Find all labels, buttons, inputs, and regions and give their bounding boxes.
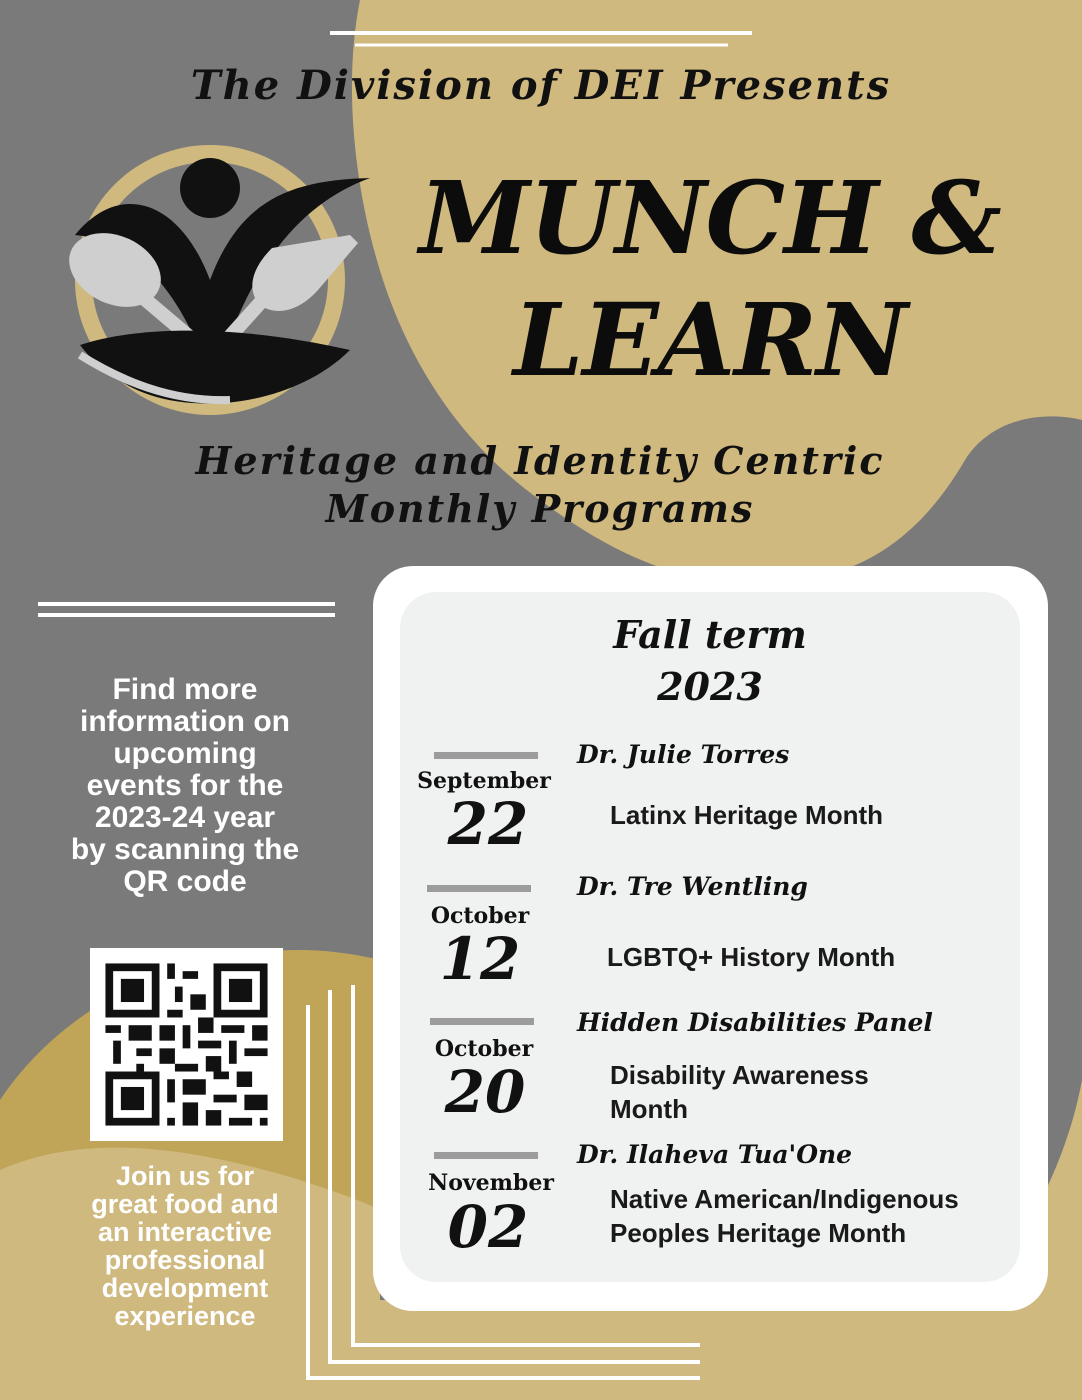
- event-day: 20: [444, 1058, 526, 1126]
- event-month: October: [430, 903, 530, 929]
- event-theme: [610, 1182, 1020, 1250]
- invite-line: Join us for: [115, 1161, 254, 1191]
- event-day: 02: [447, 1193, 529, 1261]
- event-speaker: Dr. Ilaheva Tua'One: [577, 1140, 853, 1169]
- info-line: QR code: [123, 865, 247, 898]
- info-line: by scanning the: [70, 833, 300, 866]
- title-line-2: LEARN: [513, 281, 907, 399]
- invite-line: experience: [114, 1301, 256, 1331]
- term-heading: Fall term: [613, 612, 807, 657]
- invite-line: great food and: [91, 1189, 279, 1219]
- term-year: 2023: [657, 664, 763, 709]
- title-line-1: MUNCH &: [419, 159, 1001, 277]
- event-month: November: [428, 1170, 554, 1196]
- subtitle-line-1: Heritage and Identity Centric: [195, 438, 885, 483]
- invite-line: an interactive: [97, 1217, 273, 1247]
- event-speaker: Dr. Tre Wentling: [577, 872, 808, 901]
- event-theme-line: Native American/Indigenous: [610, 1184, 959, 1214]
- event-theme: [607, 940, 1017, 974]
- info-line: 2023-24 year: [94, 801, 276, 834]
- presenter-heading: The Division of DEI Presents: [190, 62, 892, 109]
- event-theme: [610, 1058, 1020, 1126]
- event-theme-line: Month: [610, 1094, 688, 1124]
- event-speaker: Dr. Julie Torres: [577, 740, 790, 769]
- event-month: October: [434, 1036, 534, 1062]
- event-theme-line: LGBTQ+ History Month: [607, 942, 896, 972]
- event-theme: [610, 798, 1020, 832]
- event-speaker: Hidden Disabilities Panel: [577, 1008, 933, 1037]
- info-line: information on: [80, 705, 290, 738]
- event-divider: [430, 1018, 534, 1025]
- event-divider: [427, 885, 531, 892]
- subtitle-line-2: Monthly Programs: [325, 486, 755, 531]
- fork-spoon-person-logo-icon: [60, 140, 380, 430]
- event-day: 22: [447, 790, 529, 858]
- info-line: upcoming: [113, 737, 257, 770]
- event-theme-line: Disability Awareness: [610, 1060, 869, 1090]
- invite-text: [40, 1162, 330, 1330]
- event-divider: [434, 752, 538, 759]
- event-divider: [434, 1152, 538, 1159]
- event-day: 12: [439, 925, 521, 993]
- info-line: events for the: [86, 769, 284, 802]
- event-theme-line: Peoples Heritage Month: [610, 1218, 907, 1248]
- invite-line: professional: [104, 1245, 266, 1275]
- invite-line: development: [101, 1273, 269, 1303]
- info-line: Find more: [112, 673, 258, 706]
- event-month: September: [417, 768, 551, 794]
- event-theme-line: Latinx Heritage Month: [610, 800, 884, 830]
- scan-info-text: [40, 674, 330, 898]
- qr-code-icon[interactable]: [90, 948, 283, 1141]
